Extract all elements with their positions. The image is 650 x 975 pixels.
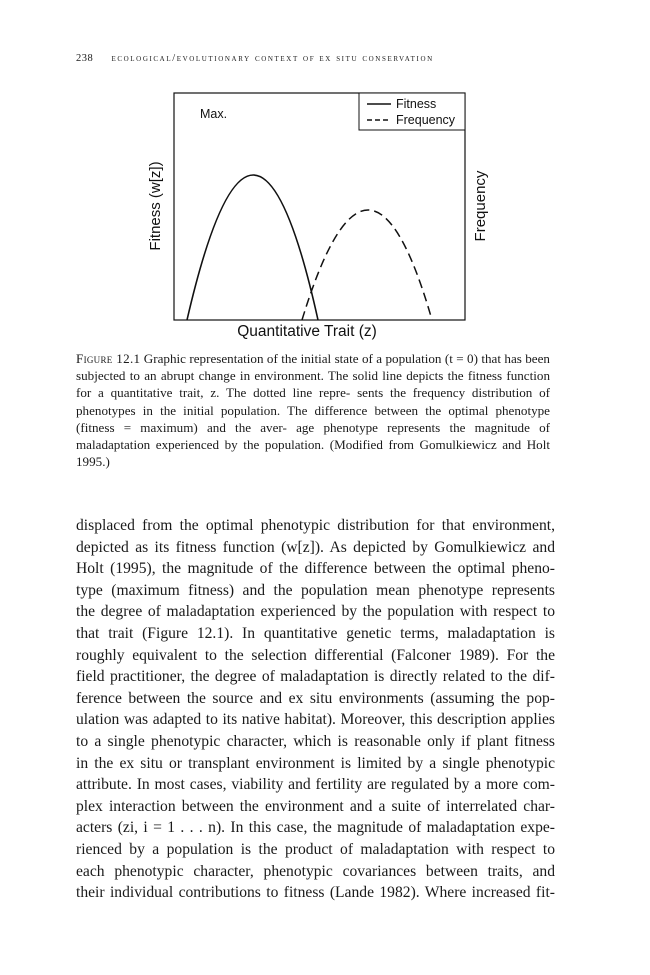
body-line: attribute. In most cases, viability and fertility are regulated by a more com- xyxy=(76,776,555,794)
running-title: ecological/evolutionary context of ex situ conservation xyxy=(111,53,434,64)
max-annotation: Max. xyxy=(200,107,228,121)
caption-line: age phenotype represents the magnitude of maladaptation experienced by the xyxy=(76,419,550,453)
body-line: Holt (1995), the magnitude of the difference between the optimal pheno- xyxy=(76,560,555,578)
body-paragraph xyxy=(76,515,555,904)
body-line: displaced from the optimal phenotypic distribution for that environment, xyxy=(76,517,555,534)
frequency-curve xyxy=(302,210,432,320)
body-line: acters (zi, i = 1 . . . n). In this case, the magnitude of maladaptation expe- xyxy=(76,819,555,837)
body-line: each phenotypic character, phenotypic covariances between traits, and xyxy=(76,862,555,880)
y-axis-label-right: Frequency xyxy=(472,170,489,242)
caption-line: difference between the optimal phenotype (fitness = maximum) and the aver- xyxy=(76,402,550,435)
body-line: in the ex situ or transplant environment is limited by a single phenotypic xyxy=(76,754,555,772)
body-line: to a single phenotypic character, which is reasonable only if plant fitness xyxy=(76,732,555,750)
page-number: 238 xyxy=(76,53,94,64)
body-line: field practitioner, the degree of maladaptation is directly related to the dif- xyxy=(76,668,555,686)
body-line: rienced by a population is the product of maladaptation with respect to xyxy=(76,840,555,858)
fitness-curve xyxy=(187,175,318,320)
caption-line: population. (Modified from Gomulkiewicz and Holt 1995.) xyxy=(76,437,551,470)
body-line: type (maximum fitness) and the population mean phenotype represents xyxy=(76,581,555,599)
body-line: ulation was adapted to its native habitat). Moreover, this description applies xyxy=(76,711,555,729)
caption-line: sents the frequency distribution of phenotypes in the initial population. The xyxy=(76,385,550,418)
body-line: roughly equivalent to the selection differential (Falconer 1989). For the xyxy=(76,646,555,664)
body-line: depicted as its fitness function (w[z]). As depicted by Gomulkiewicz and xyxy=(76,538,555,556)
legend-label-fitness: Fitness xyxy=(396,97,437,111)
body-line: their individual contributions to fitness (Lande 1982). Where increased fit- xyxy=(76,884,555,902)
figure-caption xyxy=(76,350,550,470)
caption-line: depicts the fitness function for a quantitative trait, z. The dotted line repre- xyxy=(76,368,550,401)
caption-text: Graphic representation of the initial state of a population (t = 0) xyxy=(143,351,478,366)
body-line: ference between the source and ex situ environments (assuming the pop- xyxy=(76,689,555,707)
figure-12-1-chart xyxy=(140,88,510,340)
legend xyxy=(359,93,465,130)
body-line: that trait (Figure 12.1). In quantitative genetic terms, maladaptation is xyxy=(76,624,555,642)
caption-line xyxy=(76,351,478,366)
caption-line: that has been subjected to an abrupt change in environment. The solid line xyxy=(76,351,550,384)
running-head xyxy=(76,53,576,73)
x-axis-label: Quantitative Trait (z) xyxy=(237,323,377,340)
y-axis-label-left: Fitness (w[z]) xyxy=(147,161,164,251)
legend-label-frequency: Frequency xyxy=(396,113,456,127)
body-line: the degree of maladaptation experienced by the population with respect to xyxy=(76,603,555,621)
body-line: plex interaction between the environment and a suite of interrelated char- xyxy=(76,797,555,815)
figure-label: Figure 12.1 xyxy=(76,351,141,366)
